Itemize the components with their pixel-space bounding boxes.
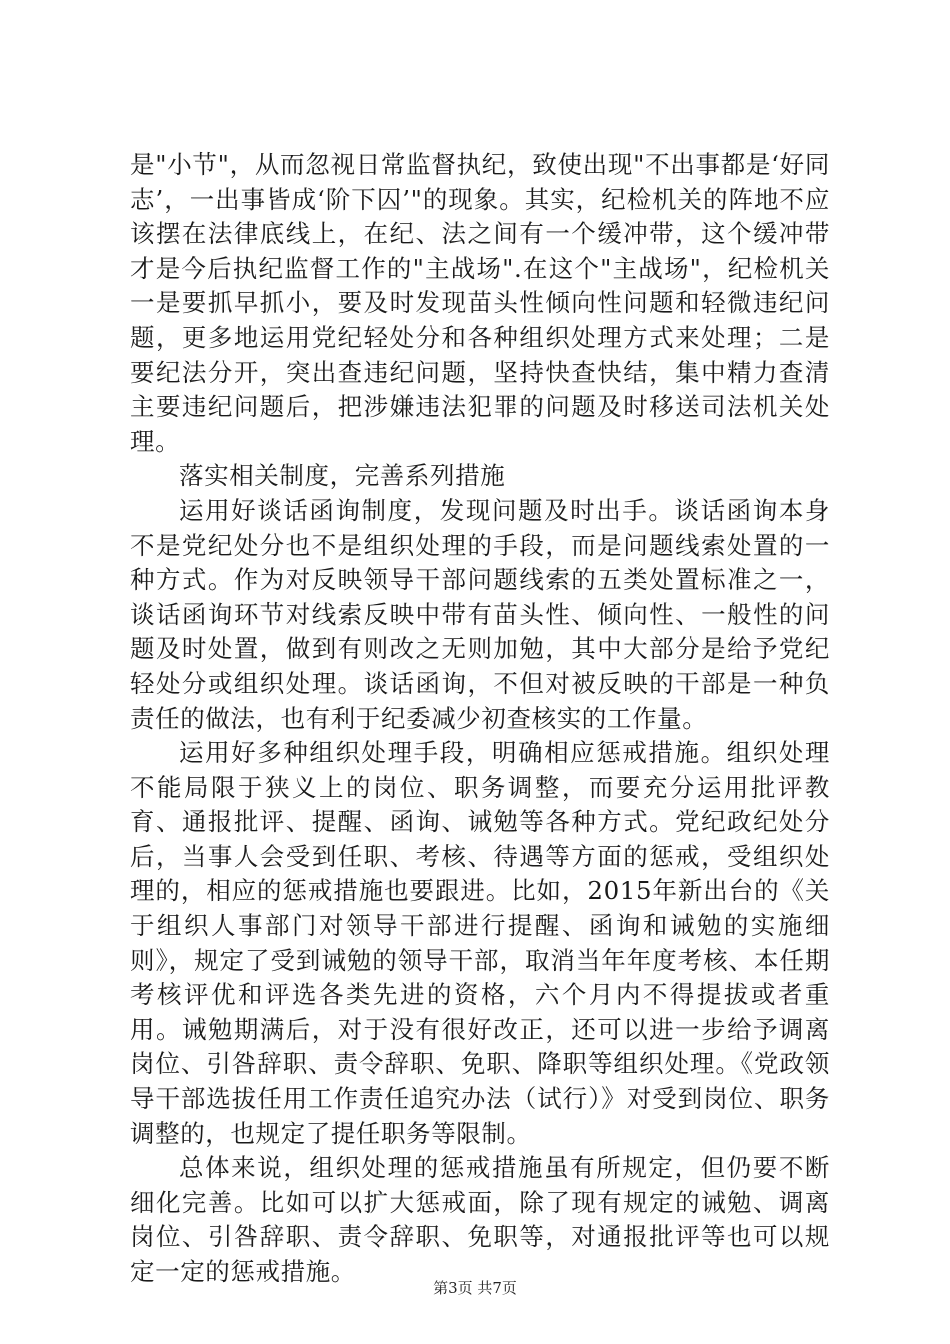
paragraph-4: 运用好多种组织处理手段，明确相应惩戒措施。组织处理不能局限于狭义上的岗位、职务调整，而要充分运用批评教育、通报批评、提醒、函询、诫勉等各种方式。党纪政纪处分后，当事人会受到任职、考核、待遇等方面的惩戒，受组织处理的，相应的惩戒措施也要跟进。比如，2015年新出台的《关于组织人事部门对领导干部进行提醒、函询和诫勉的实施细则》，规定了受到诫勉的领导干部，取消当年年度考核、本任期考核评优和评选各类先进的资格，六个月内不得提拔或者重用。诫勉期满后，对于没有很好改正，还可以进一步给予调离岗位、引咎辞职、责令辞职、免职、降职等组织处理。《党政领导干部选拔任用工作责任追究办法（试行）》对受到岗位、职务调整的，也规定了提任职务等限制。	[130, 738, 830, 1148]
paragraph-3: 运用好谈话函询制度，发现问题及时出手。谈话函询本身不是党纪处分也不是组织处理的手段，而是问题线索处置的一种方式。作为对反映领导干部问题线索的五类处置标准之一，谈话函询环节对线索反映中带有苗头性、倾向性、一般性的问题及时处置，做到有则改之无则加勉，其中大部分是给予党纪轻处分或组织处理。谈话函询，不但对被反映的干部是一种负责任的做法，也有利于纪委减少初查核实的工作量。	[130, 495, 830, 733]
document-body	[130, 148, 830, 1290]
paragraph-5: 总体来说，组织处理的惩戒措施虽有所规定，但仍要不断细化完善。比如可以扩大惩戒面，除了现有规定的诫勉、调离岗位、引咎辞职、责令辞职、免职等，对通报批评等也可以规定一定的惩戒措施。	[130, 1153, 830, 1286]
section-heading: 落实相关制度，完善系列措施	[179, 461, 506, 491]
paragraph-1: 是"小节"，从而忽视日常监督执纪，致使出现"不出事都是‘好同志’，一出事皆成‘阶下囚’"的现象。其实，纪检机关的阵地不应该摆在法律底线上，在纪、法之间有一个缓冲带，这个缓冲带才是今后执纪监督工作的"主战场".在这个"主战场"，纪检机关一是要抓早抓小，要及时发现苗头性倾向性问题和轻微违纪问题，更多地运用党纪轻处分和各种组织处理方式来处理；二是要纪法分开，突出查违纪问题，坚持快查快结，集中精力查清主要违纪问题后，把涉嫌违法犯罪的问题及时移送司法机关处理。	[130, 150, 830, 456]
page-number-footer: 第3页 共7页	[433, 1279, 517, 1297]
